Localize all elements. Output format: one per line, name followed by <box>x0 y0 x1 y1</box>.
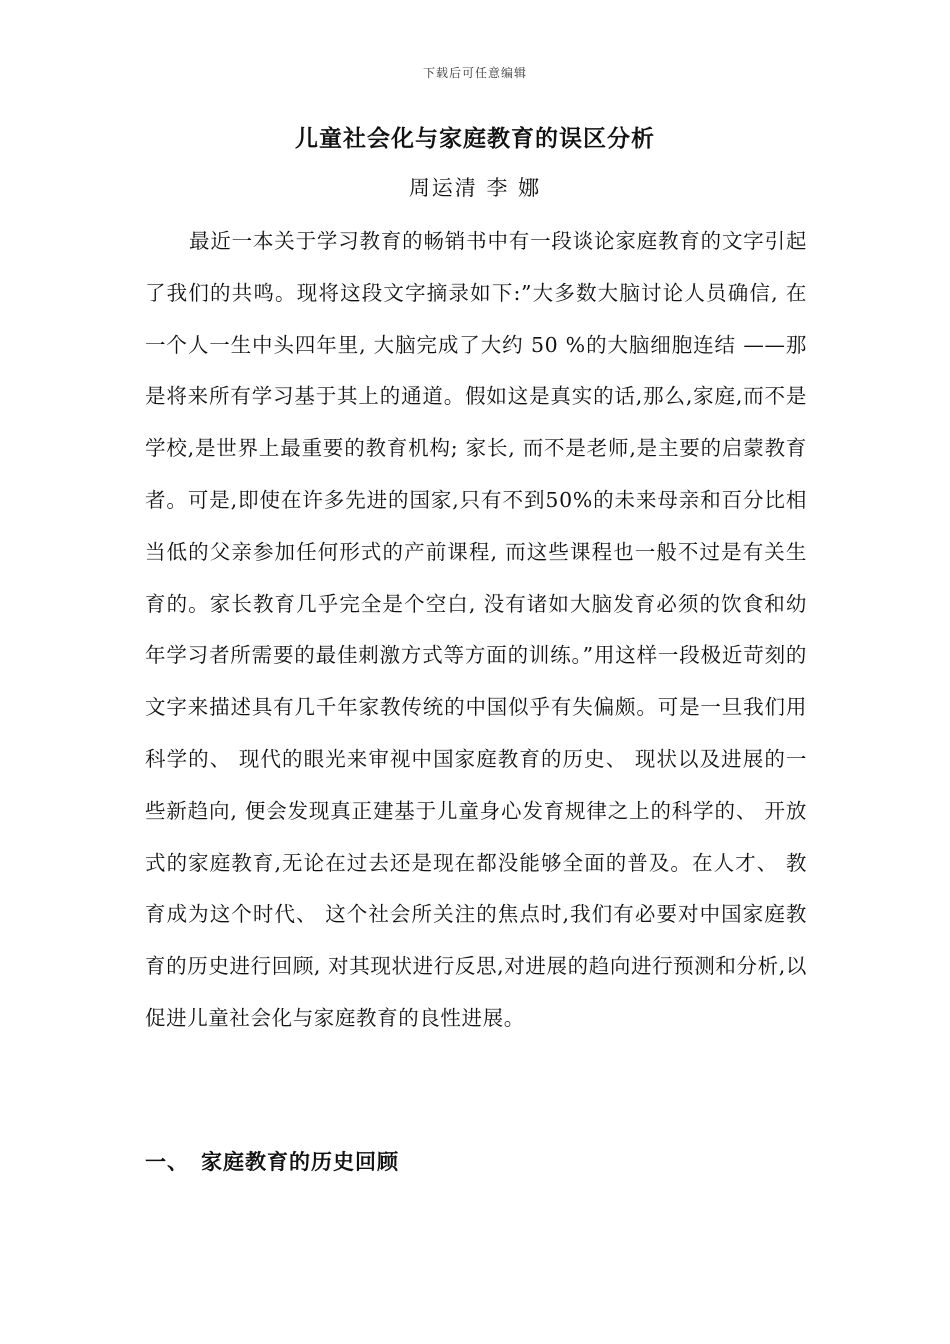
section-title: 家庭教育的历史回顾 <box>201 1149 399 1174</box>
section-number: 一、 <box>145 1149 189 1174</box>
article-authors: 周运清 李 娜 <box>408 176 542 200</box>
article-title: 儿童社会化与家庭教育的误区分析 <box>295 125 655 152</box>
body-paragraph: 最近一本关于学习教育的畅销书中有一段谈论家庭教育的文字引起了我们的共鸣。现将这段文字摘录如下:”大多数大脑讨论人员确信, 在一个人一生中头四年里, 大脑完成了大约 50 %的大脑细胞连结 ——那是将来所有学习基于其上的通道。假如这是真实的话,那么,家庭,而不是学校,是世界上最重要的教育机构; 家长, 而不是老师,是主要的启蒙教育者。可是,即使在许多先进的国家,只有不到50%的未来母亲和百分比相当低的父亲参加任何形式的产前课程, 而这些课程也一般不过是有关生育的。家长教育几乎完全是个空白, 没有诸如大脑发育必须的饮食和幼年学习者所需要的最佳刺激方式等方面的训练。”用这样一段极近苛刻的文字来描述具有几千年家教传统的中国似乎有失偏颇。可是一旦我们用科学的、 现代的眼光来审视中国家庭教育的历史、 现状以及进展的一些新趋向, 便会发现真正建基于儿童身心发育规律之上的科学的、 开放式的家庭教育,无论在过去还是现在都没能够全面的普及。在人才、 教育成为这个时代、 这个社会所关注的焦点时,我们有必要对中国家庭教育的历史进行回顾, 对其现状进行反思,对进展的趋向进行预测和分析,以促进儿童社会化与家庭教育的良性进展。 <box>145 229 807 1030</box>
section-heading <box>145 1146 807 1176</box>
header-note: 下载后可任意编辑 <box>422 66 527 80</box>
